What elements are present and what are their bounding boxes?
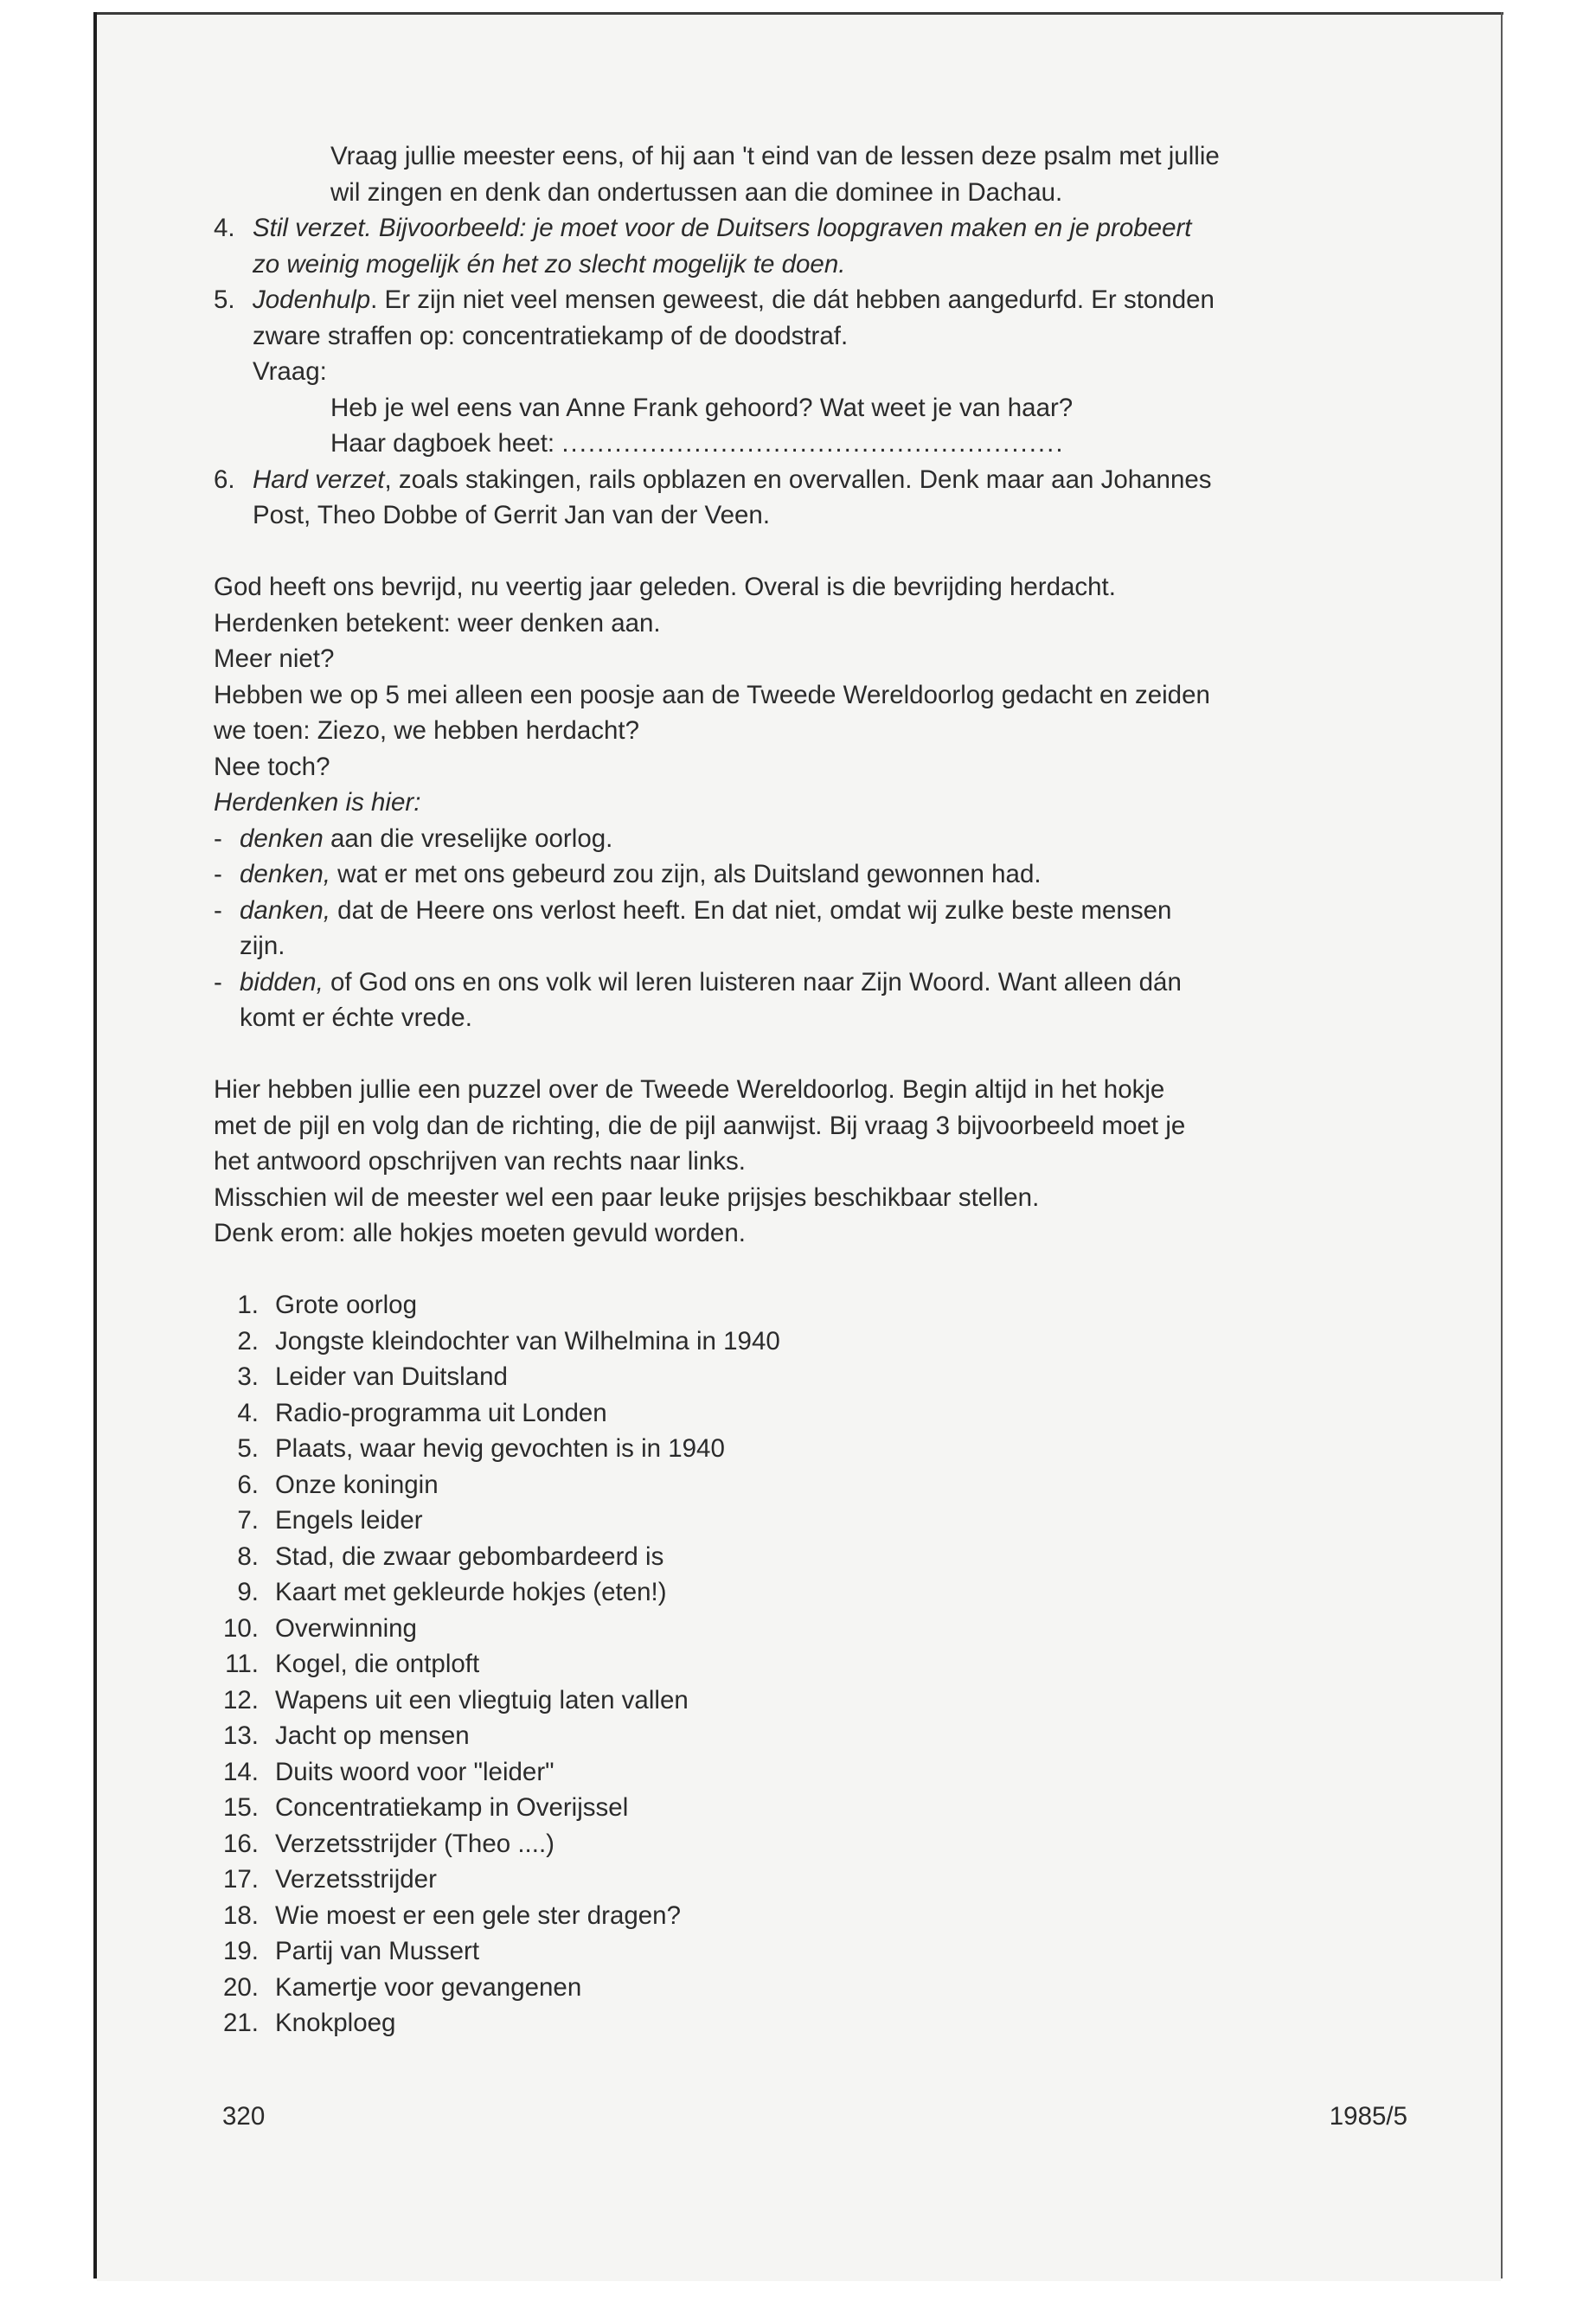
clue-text: Wapens uit een vliegtuig laten vallen	[275, 1685, 689, 1715]
text-line: het antwoord opschrijven van rechts naar links.	[214, 1147, 746, 1176]
clue-text: Duits woord voor "leider"	[275, 1757, 554, 1786]
text-line: zo weinig mogelijk én het zo slecht mogelijk te doen.	[253, 249, 846, 279]
item-text: . Er zijn niet veel mensen geweest, die dát hebben aangedurfd. Er stonden	[370, 285, 1215, 314]
text-line: Herdenken betekent: weer denken aan.	[214, 608, 661, 638]
bullet-text: dat de Heere ons verlost heeft. En dat niet, omdat wij zulke beste mensen	[330, 895, 1172, 925]
bullet-dash: -	[214, 895, 222, 925]
clue-number: 19.	[222, 1937, 259, 1965]
text-line: wil zingen en denk dan ondertussen aan die dominee in Dachau.	[330, 177, 1063, 207]
clue-item	[214, 1287, 1399, 1324]
clue-text: Kaart met gekleurde hokjes (eten!)	[275, 1578, 667, 1606]
text-line: we toen: Ziezo, we hebben herdacht?	[214, 716, 639, 745]
numbered-item-4	[214, 210, 1399, 282]
clue-text: Radio-programma uit Londen	[275, 1398, 607, 1427]
clue-text: Verzetsstrijder	[275, 1865, 437, 1894]
clue-text: Kogel, die ontploft	[275, 1650, 480, 1678]
page-number: 320	[222, 2102, 266, 2131]
clue-number: 7.	[237, 1506, 259, 1535]
clue-text: Concentratiekamp in Overijssel	[275, 1793, 629, 1822]
clue-text: Onze koningin	[275, 1470, 439, 1499]
clue-number: 15.	[222, 1793, 259, 1822]
clue-item	[214, 1790, 1399, 1826]
bullet-dash: -	[214, 967, 222, 997]
bullet-key: denken,	[240, 860, 330, 888]
text-line: met de pijl en volg dan de richting, die de pijl aanwijst. Bij vraag 3 bijvoorbeeld moet je	[214, 1111, 1186, 1140]
clue-number: 18.	[222, 1900, 259, 1930]
question-label: Vraag:	[253, 357, 327, 386]
question-text: Haar dagboek heet:	[330, 429, 555, 458]
spacer	[214, 1036, 1399, 1073]
bullet-text: wat er met ons gebeurd zou zijn, als Duitsland gewonnen had.	[330, 860, 1042, 888]
numbered-item-6	[214, 462, 1399, 534]
bullet-text: komt er échte vrede.	[240, 1003, 472, 1032]
clue-text: Kamertje voor gevangenen	[275, 1972, 582, 2002]
section-heading: Herdenken is hier:	[214, 788, 421, 817]
bullet-text: zijn.	[240, 932, 285, 960]
clue-text: Engels leider	[275, 1506, 423, 1535]
item-number: 5.	[214, 285, 235, 314]
text-line: Post, Theo Dobbe of Gerrit Jan van der Veen.	[253, 501, 771, 529]
numbered-item-5	[214, 282, 1399, 462]
clue-item	[214, 1467, 1399, 1503]
text-line: Vraag jullie meester eens, of hij aan 't eind van de lessen deze psalm met jullie	[330, 142, 1220, 170]
item-number: 4.	[214, 214, 235, 242]
answer-dots: .........................................................	[561, 429, 1065, 458]
bullet-key: denken	[240, 824, 324, 853]
clue-number: 2.	[237, 1326, 259, 1356]
question-line	[253, 426, 1399, 462]
text-line: God heeft ons bevrijd, nu veertig jaar geleden. Overal is die bevrijding herdacht.	[214, 573, 1116, 601]
clue-item	[214, 1503, 1399, 1539]
bullet-dash: -	[214, 860, 222, 888]
bullet-key: bidden,	[240, 967, 324, 997]
clue-text: Verzetsstrijder (Theo ....)	[275, 1829, 554, 1858]
clue-number: 16.	[222, 1829, 259, 1858]
item-title: Hard verzet	[253, 465, 385, 494]
clue-text: Wie moest er een gele ster dragen?	[275, 1900, 681, 1930]
clue-number: 1.	[237, 1291, 259, 1319]
clue-text: Overwinning	[275, 1613, 417, 1643]
item-number: 6.	[214, 465, 235, 494]
clue-text: Jongste kleindochter van Wilhelmina in 1940	[275, 1326, 780, 1356]
clue-number: 8.	[237, 1541, 259, 1571]
clue-item	[214, 1395, 1399, 1432]
clue-text: Stad, die zwaar gebombardeerd is	[275, 1541, 664, 1571]
bullet-denken-1	[214, 821, 1399, 857]
text-line: Misschien wil de meester wel een paar leuke prijsjes beschikbaar stellen.	[214, 1183, 1040, 1212]
item-title: Jodenhulp	[253, 285, 371, 314]
text-line: Hebben we op 5 mei alleen een poosje aan de Tweede Wereldoorlog gedacht en zeiden	[214, 680, 1210, 709]
question-line: Heb je wel eens van Anne Frank gehoord? Wat weet je van haar?	[330, 393, 1074, 422]
clue-number: 14.	[222, 1757, 259, 1786]
bullet-text: of God ons en ons volk wil leren luisteren naar Zijn Woord. Want alleen dán	[323, 967, 1182, 997]
clue-item	[214, 1359, 1399, 1395]
bullet-text: aan die vreselijke oorlog.	[323, 824, 613, 853]
puzzle-clue-list	[214, 1287, 1399, 2041]
clue-item	[214, 1718, 1399, 1754]
clue-text: Leider van Duitsland	[275, 1362, 508, 1391]
bullet-dash: -	[214, 824, 222, 853]
bullet-danken	[214, 893, 1399, 965]
page-footer	[222, 2099, 1407, 2134]
clue-item	[214, 1539, 1399, 1575]
clue-item	[214, 1574, 1399, 1611]
clue-text: Grote oorlog	[275, 1291, 417, 1319]
clue-text: Partij van Mussert	[275, 1937, 480, 1965]
clue-item	[214, 1826, 1399, 1862]
bullet-denken-2	[214, 856, 1399, 893]
clue-item	[214, 1898, 1399, 1934]
clue-number: 5.	[237, 1434, 259, 1463]
text-line: Meer niet?	[214, 644, 335, 673]
page-body	[214, 138, 1399, 2041]
item-text: , zoals stakingen, rails opblazen en overvallen. Denk maar aan Johannes	[384, 465, 1212, 494]
herdenken-section	[214, 569, 1399, 1036]
spacer	[214, 1252, 1399, 1288]
clue-item	[214, 1611, 1399, 1647]
clue-text: Knokploeg	[275, 2009, 396, 2037]
clue-number: 21.	[222, 2009, 259, 2037]
clue-item	[214, 1431, 1399, 1467]
clue-number: 13.	[222, 1721, 259, 1750]
text-line: Nee toch?	[214, 752, 330, 781]
clue-item	[214, 2005, 1399, 2041]
clue-number: 9.	[237, 1578, 259, 1606]
bullet-bidden	[214, 965, 1399, 1036]
issue-number: 1985/5	[1329, 2102, 1407, 2131]
text-line: zware straffen op: concentratiekamp of de doodstraf.	[253, 321, 849, 350]
text-line: Stil verzet. Bijvoorbeeld: je moet voor de Duitsers loopgraven maken en je probeert	[253, 214, 1192, 242]
clue-number: 12.	[222, 1685, 259, 1715]
clue-number: 17.	[222, 1865, 259, 1894]
text-line	[253, 282, 1399, 318]
clue-item	[214, 1970, 1399, 2006]
clue-number: 3.	[237, 1362, 259, 1391]
clue-number: 4.	[237, 1398, 259, 1427]
clue-item	[214, 1646, 1399, 1682]
clue-number: 20.	[222, 1972, 259, 2002]
text-line: Hier hebben jullie een puzzel over de Tweede Wereldoorlog. Begin altijd in het hokje	[214, 1075, 1165, 1104]
clue-number: 10.	[222, 1613, 259, 1643]
clue-number: 11.	[225, 1650, 259, 1678]
clue-number: 6.	[237, 1470, 259, 1499]
clue-item	[214, 1682, 1399, 1719]
clue-text: Jacht op mensen	[275, 1721, 470, 1750]
clue-item	[214, 1324, 1399, 1360]
clue-item	[214, 1933, 1399, 1970]
scan-border-right	[1501, 12, 1503, 2279]
spacer	[214, 534, 1399, 570]
bullet-key: danken,	[240, 895, 330, 925]
clue-text: Plaats, waar hevig gevochten is in 1940	[275, 1434, 725, 1463]
text-line	[253, 462, 1399, 498]
text-line: Denk erom: alle hokjes moeten gevuld worden.	[214, 1219, 746, 1247]
puzzle-intro	[214, 1072, 1399, 1252]
clue-item	[214, 1862, 1399, 1898]
clue-item	[214, 1754, 1399, 1791]
intro-paragraph	[214, 138, 1399, 210]
